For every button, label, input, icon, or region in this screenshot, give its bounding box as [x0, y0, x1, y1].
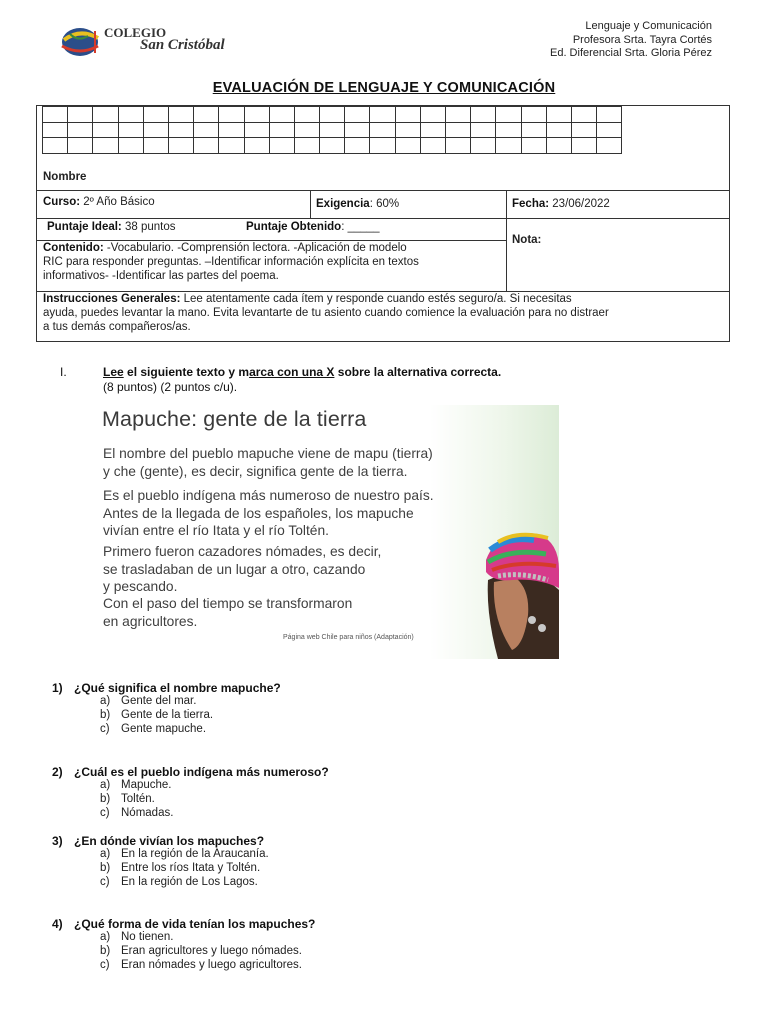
answer-option[interactable]: c) En la región de Los Lagos. [100, 876, 258, 888]
answer-option[interactable]: a) Gente del mar. [100, 695, 197, 707]
logo-text-name: San Cristóbal [140, 37, 225, 53]
mapuche-person-image [468, 520, 559, 659]
info-box [36, 105, 730, 342]
reading-paragraph: El nombre del pueblo mapuche viene de mapu (tierra) y che (gente), es decir, significa gente de la tierra. [103, 446, 433, 479]
exigencia-cell: Exigencia: 60% [316, 198, 400, 210]
answer-option[interactable]: a) Mapuche. [100, 779, 172, 791]
section-number: I. [60, 365, 67, 379]
puntaje-ideal-cell: Puntaje Ideal: 38 puntos [47, 221, 176, 233]
answer-option[interactable]: b) Eran agricultores y luego nómades. [100, 945, 302, 957]
curso-cell: Curso: 2º Año Básico [43, 196, 155, 208]
reading-paragraph: Es el pueblo indígena más numeroso de nuestro país. Antes de la llegada de los españoles, los mapuche vivían entre el río Itata y el río Toltén. [103, 488, 434, 538]
section-points: (8 puntos) (2 puntos c/u). [103, 380, 238, 394]
question-3: 3) ¿En dónde vivían los mapuches? [52, 834, 265, 848]
question-2: 2) ¿Cuál es el pueblo indígena más numeroso? [52, 765, 329, 779]
answer-option[interactable]: c) Nómadas. [100, 807, 174, 819]
reading-title: Mapuche: gente de la tierra [102, 407, 367, 431]
answer-option[interactable]: b) Toltén. [100, 793, 155, 805]
puntaje-obtenido-cell: Puntaje Obtenido: _____ [246, 221, 380, 233]
section-instruction: Lee el siguiente texto y marca con una X sobre la alternativa correcta. [103, 365, 502, 379]
question-1: 1) ¿Qué significa el nombre mapuche? [52, 681, 281, 695]
page-title: EVALUACIÓN DE LENGUAJE Y COMUNICACIÓN [212, 80, 556, 96]
logo-text-colegio: COLEGIO [104, 25, 167, 40]
header-teacher-2: Ed. Diferencial Srta. Gloria Pérez [549, 47, 712, 59]
name-grid[interactable] [42, 106, 622, 154]
answer-option[interactable]: a) En la región de la Araucanía. [100, 848, 269, 860]
grid-row [43, 138, 622, 154]
reading-source: Página web Chile para niños (Adaptación) [283, 634, 414, 641]
answer-option[interactable]: c) Eran nómades y luego agricultores. [100, 959, 302, 971]
contenido-cell: Contenido: -Vocabulario. -Comprensión lectora. -Aplicación de modelo RIC para responder preguntas. –Identificar información explícita en textos informativos- -Identificar las partes del poema. [43, 242, 419, 282]
answer-option[interactable]: c) Gente mapuche. [100, 723, 207, 735]
reading-paragraph: Con el paso del tiempo se transformaron en agricultores. [103, 596, 353, 629]
header-teachers [550, 20, 712, 61]
header-teacher: Profesora Srta. Tayra Cortés [572, 33, 712, 46]
nombre-label: Nombre [43, 171, 87, 183]
reading-card [98, 405, 559, 659]
question-4: 4) ¿Qué forma de vida tenían los mapuches? [52, 917, 316, 931]
reading-paragraph: Primero fueron cazadores nómades, es decir, se trasladaban de un lugar a otro, cazando y pescando. [103, 544, 382, 594]
answer-option[interactable]: b) Entre los ríos Itata y Toltén. [100, 862, 261, 874]
grid-row [43, 107, 622, 123]
nota-label: Nota: [512, 234, 542, 246]
fecha-cell: Fecha: 23/06/2022 [512, 198, 610, 210]
grid-row [43, 122, 622, 138]
school-logo [58, 20, 233, 65]
instrucciones-cell: Instrucciones Generales: Lee atentamente cada ítem y responde cuando estés seguro/a. Si necesitas ayuda, puedes levantar la mano. Evita levantarte de tu asiento cuando comience la evaluación para no distraer a tus demás compañeros/as. [43, 293, 609, 333]
header-subject: Lenguaje y Comunicación [585, 20, 712, 32]
answer-option[interactable]: b) Gente de la tierra. [100, 709, 214, 721]
answer-option[interactable]: a) No tienen. [100, 931, 174, 943]
